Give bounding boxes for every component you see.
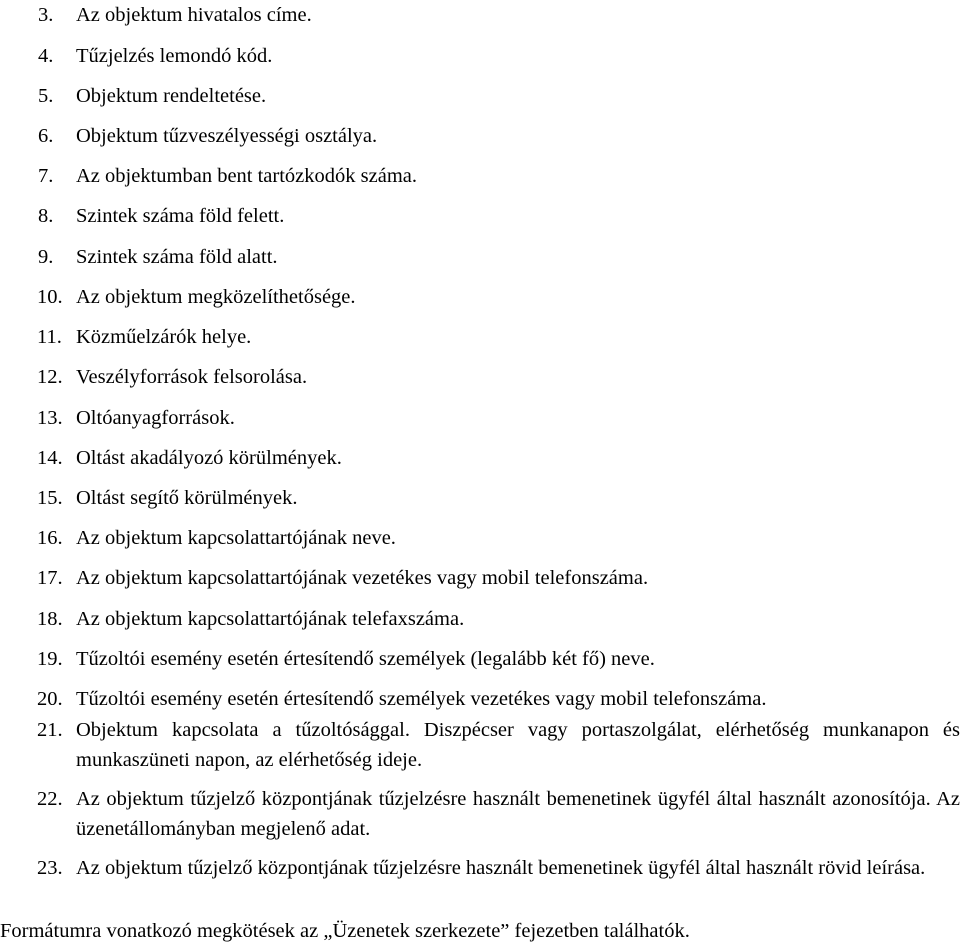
list-item-number: 7.	[38, 165, 54, 187]
list-item	[0, 282, 960, 312]
list-item-number: 12.	[37, 366, 63, 388]
list-item-number: 22.	[37, 788, 63, 810]
list-item-number: 11.	[37, 326, 62, 348]
list-item-text: Szintek száma föld felett.	[76, 205, 285, 227]
list-item-number: 5.	[38, 85, 54, 107]
list-item-number: 15.	[37, 487, 63, 509]
list-item-text: Az objektum kapcsolattartójának neve.	[76, 527, 396, 549]
list-item	[0, 81, 960, 111]
list-item-number: 4.	[38, 45, 54, 67]
list-item	[0, 322, 960, 352]
list-item-text: Szintek száma föld alatt.	[76, 246, 278, 268]
list-item-text: Tűzoltói esemény esetén értesítendő személyek vezetékes vagy mobil telefonszáma.	[76, 688, 767, 710]
list-item-text: Oltóanyagforrások.	[76, 407, 235, 429]
list-item-number: 19.	[37, 648, 63, 670]
list-item-text: Veszélyforrások felsorolása.	[76, 366, 308, 388]
list-item-number: 16.	[37, 527, 63, 549]
list-item-text: Közműelzárók helye.	[76, 326, 252, 348]
list-item	[0, 443, 960, 473]
list-item-number: 23.	[37, 857, 63, 879]
list-item-number: 8.	[38, 205, 54, 227]
list-item-text: Az objektum megközelíthetősége.	[76, 286, 356, 308]
list-item	[0, 0, 960, 30]
list-item-text: Objektum kapcsolata a tűzoltósággal. Diszpécser vagy portaszolgálat, elérhetőség munkanapon és munkaszüneti napon, az elérhetőség ideje.	[76, 719, 960, 771]
list-item	[0, 201, 960, 231]
list-item-text: Objektum tűzveszélyességi osztálya.	[76, 125, 378, 147]
list-item	[0, 161, 960, 191]
list-item-number: 21.	[37, 719, 63, 741]
list-item-number: 3.	[38, 4, 54, 26]
list-item-number: 6.	[38, 125, 54, 147]
list-item-text: Az objektum kapcsolattartójának vezetékes vagy mobil telefonszáma.	[76, 567, 649, 589]
list-item	[0, 684, 960, 714]
list-item-number: 13.	[37, 407, 63, 429]
list-item	[0, 403, 960, 433]
list-item	[0, 644, 960, 674]
list-item	[0, 242, 960, 272]
list-item-text: Tűzjelzés lemondó kód.	[76, 45, 273, 67]
list-item	[0, 362, 960, 392]
list-item	[0, 563, 960, 593]
list-item	[0, 604, 960, 634]
list-item-number: 18.	[37, 608, 63, 630]
list-item	[0, 523, 960, 553]
list-item-text: Objektum rendeltetése.	[76, 85, 267, 107]
list-item-text: Oltást segítő körülmények.	[76, 487, 298, 509]
list-item-text: Az objektum kapcsolattartójának telefaxszáma.	[76, 608, 465, 630]
list-item-text: Az objektumban bent tartózkodók száma.	[76, 165, 417, 187]
list-item-number: 14.	[37, 447, 63, 469]
format-note: Formátumra vonatkozó megkötések az „Üzenetek szerkezete” fejezetben találhatók.	[0, 920, 690, 942]
list-item	[0, 853, 960, 883]
list-item	[0, 121, 960, 151]
list-item-number: 20.	[37, 688, 63, 710]
list-item-text: Az objektum tűzjelző központjának tűzjelzésre használt bemenetinek ügyfél által használt azonosítója. Az üzenetállományban megjelenő adat.	[76, 788, 960, 840]
list-item	[0, 784, 960, 844]
list-item-number: 10.	[37, 286, 63, 308]
list-item	[0, 715, 960, 775]
list-item-number: 17.	[37, 567, 63, 589]
list-item	[0, 41, 960, 71]
list-item-text: Tűzoltói esemény esetén értesítendő személyek (legalább két fő) neve.	[76, 648, 655, 670]
list-item-text: Az objektum tűzjelző központjának tűzjelzésre használt bemenetinek ügyfél által használt rövid leírása.	[76, 857, 926, 879]
list-item-text: Oltást akadályozó körülmények.	[76, 447, 342, 469]
list-item	[0, 483, 960, 513]
list-item-number: 9.	[38, 246, 54, 268]
list-item-text: Az objektum hivatalos címe.	[76, 4, 312, 26]
